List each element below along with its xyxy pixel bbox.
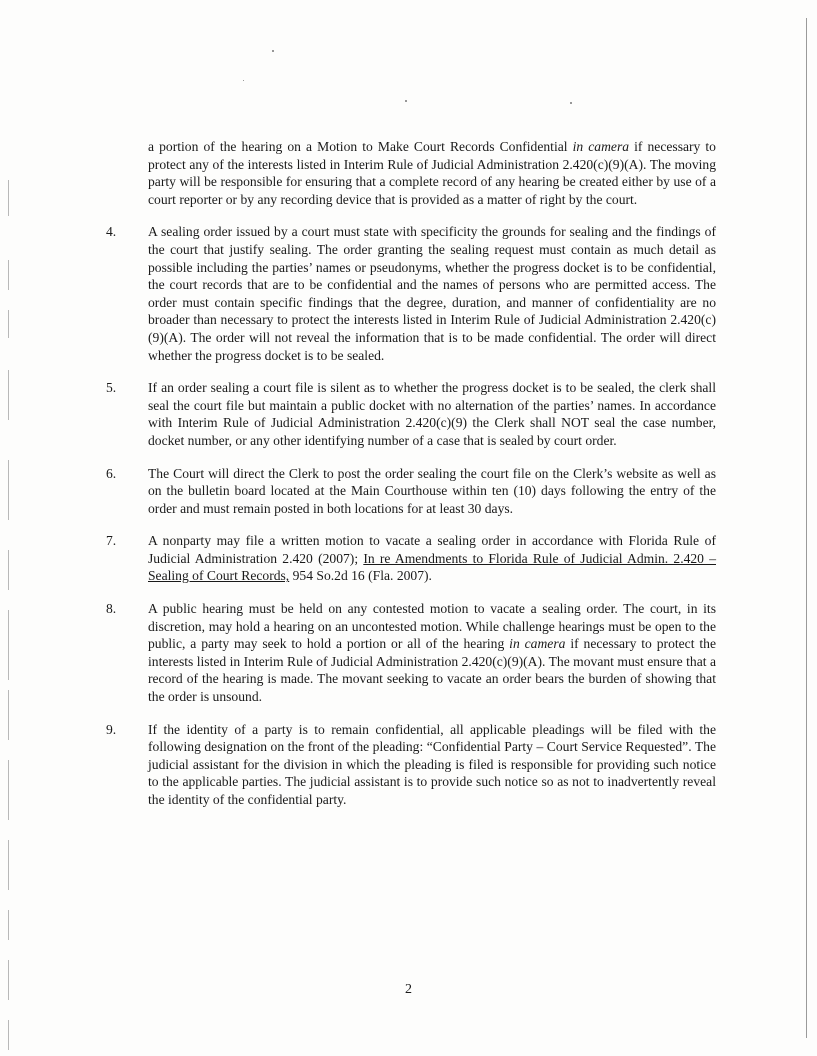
document-body bbox=[106, 138, 716, 824]
item-text: The Court will direct the Clerk to post the order sealing the court file on the Clerk’s website as well as on the bulletin board located at the Main Courthouse within ten (10) days following the entry of the order and must remain posted in both locations for at least 30 days. bbox=[148, 465, 716, 516]
item-italic-term: in camera bbox=[509, 636, 566, 652]
item-text-start: A public hearing must be held on any contested motion to vacate a sealing order. The court, in its discretion, may hold a hearing on an uncontested motion. While challenge hearings must be open to the public, a party may seek to hold a portion or all of the hearing bbox=[148, 601, 716, 652]
scan-left-edge-marks bbox=[8, 170, 22, 1050]
item-text: If the identity of a party is to remain confidential, all applicable pleadings will be filed with the following designation on the front of the pleading: “Confidential Party – Court Service Requested”. The judicial assistant for the division in which the pleading is filed is responsible for providing such notice to the applicable parties. The judicial assistant is to provide such notice so as not to inadvertently reveal the identity of the confidential party. bbox=[148, 721, 716, 807]
item-text: A sealing order issued by a court must state with specificity the grounds for sealing and the findings of the court that justify sealing. The order granting the sealing request must contain as much detail as possible including the parties’ names or pseudonyms, whether the progress docket is to be confidential, the court records that are to be confidential and the names of persons who are permitted access. The order must contain specific findings that the degree, duration, and manner of confidentiality are no broader than necessary to protect the interests listed in Interim Rule of Judicial Administration 2.420(c)(9)(A). The order will not reveal the information that is to be made confidential. The order will direct whether the progress docket is to be sealed. bbox=[148, 224, 716, 363]
item-text-end: 954 So.2d 16 (Fla. 2007). bbox=[289, 568, 432, 584]
item-text-start: A nonparty may file a written motion to vacate a sealing order in accordance with Florida Rule of Judicial Administration 2.420 (2007); bbox=[148, 533, 716, 566]
item-text bbox=[148, 600, 716, 706]
intro-italic-term: in camera bbox=[572, 139, 630, 154]
item-number: 8. bbox=[106, 601, 117, 617]
item-number: 7. bbox=[106, 533, 117, 549]
intro-paragraph bbox=[148, 138, 716, 208]
item-text: If an order sealing a court file is silent as to whether the progress docket is to be sealed, the clerk shall seal the court file but maintain a public docket with no alternation of the parties’ names. In accordance with Interim Rule of Judicial Administration 2.420(c)(9) the Clerk shall NOT seal the case number, docket number, or any other identifying number of a case that is sealed by court order. bbox=[148, 380, 716, 448]
intro-text-start: a portion of the hearing on a Motion to Make Court Records Confidential bbox=[148, 139, 573, 154]
scan-edge-line bbox=[806, 18, 807, 1038]
numbered-item-9 bbox=[106, 721, 716, 809]
item-number: 4. bbox=[106, 224, 117, 240]
scan-speck bbox=[243, 80, 244, 81]
case-citation: In re Amendments to Florida Rule of Judicial Admin. 2.420 – Sealing of Court Records, bbox=[148, 550, 716, 584]
intro-text-end: if necessary to protect any of the interests listed in Interim Rule of Judicial Administration 2.420(c)(9)(A). The moving party will be responsible for ensuring that a complete record of any hearing be created either by use of a court reporter or by any recording device that is provided as a matter of right by the court. bbox=[148, 139, 716, 207]
numbered-item-7 bbox=[106, 532, 716, 585]
item-number: 5. bbox=[106, 380, 117, 396]
item-text-end: if necessary to protect the interests listed in Interim Rule of Judicial Administration 2.420(c)(9)(A). The movant must ensure that a record of the hearing is made. The movant seeking to vacate an order bears the burden of showing that the order is unsound. bbox=[148, 636, 716, 705]
numbered-item-6 bbox=[106, 465, 716, 518]
page-number: 2 bbox=[405, 982, 412, 997]
scan-speck bbox=[272, 50, 274, 52]
item-number: 9. bbox=[106, 721, 117, 737]
item-number: 6. bbox=[106, 465, 117, 481]
scan-speck bbox=[570, 102, 572, 104]
item-text bbox=[148, 532, 716, 585]
scan-speck bbox=[405, 100, 407, 102]
numbered-item-4 bbox=[106, 223, 716, 364]
numbered-item-8 bbox=[106, 600, 716, 706]
numbered-item-5 bbox=[106, 379, 716, 449]
